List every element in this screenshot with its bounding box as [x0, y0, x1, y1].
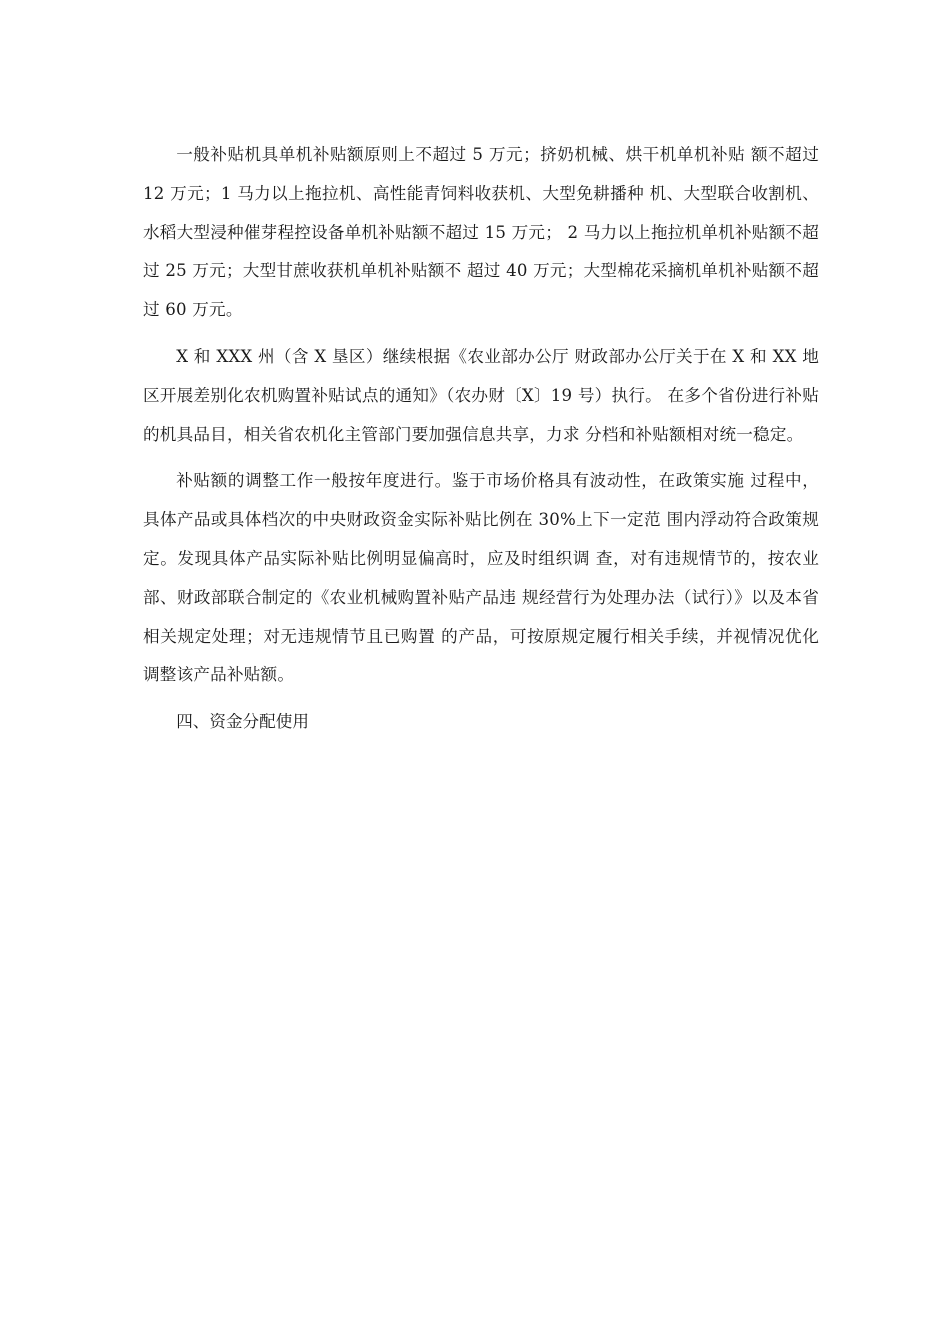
paragraph-subsidy-limits: 一般补贴机具单机补贴额原则上不超过 5 万元；挤奶机械、烘干机单机补贴 额不超过 12 万元；1 马力以上拖拉机、高性能青饲料收获机、大型免耕播种 机、大型联合收割机、水稻大型浸种催芽程控设备单机补贴额不超过 15 万元； 2 马力以上拖拉机单机补贴额不超过 25 万元；大型甘蔗收获机单机补贴额不 超过 40 万元；大型棉花采摘机单机补贴额不超过 60 万元。	[143, 145, 819, 320]
paragraph-pilot-regions: X 和 XXX 州（含 X 垦区）继续根据《农业部办公厅 财政部办公厅关于在 X 和 XX 地区开展差别化农机购置补贴试点的通知》（农办财〔X〕19 号）执行。 在多个省份进行补贴的机具品目，相关省农机化主管部门要加强信息共享，力求 分档和补贴额相对统一稳定。	[143, 346, 819, 444]
section-heading: 四、资金分配使用	[176, 712, 309, 732]
paragraph-adjustment: 补贴额的调整工作一般按年度进行。鉴于市场价格具有波动性，在政策实施 过程中，具体产品或具体档次的中央财政资金实际补贴比例在 30%上下一定范 围内浮动符合政策规定。发现具体产品实际补贴比例明显偏高时，应及时组织调 查，对有违规情节的，按农业部、财政部联合制定的《农业机械购置补贴产品违 规经营行为处理办法（试行）》以及本省相关规定处理；对无违规情节且已购置 的产品，可按原规定履行相关手续，并视情况优化调整该产品补贴额。	[143, 471, 819, 685]
document-body	[143, 136, 819, 742]
